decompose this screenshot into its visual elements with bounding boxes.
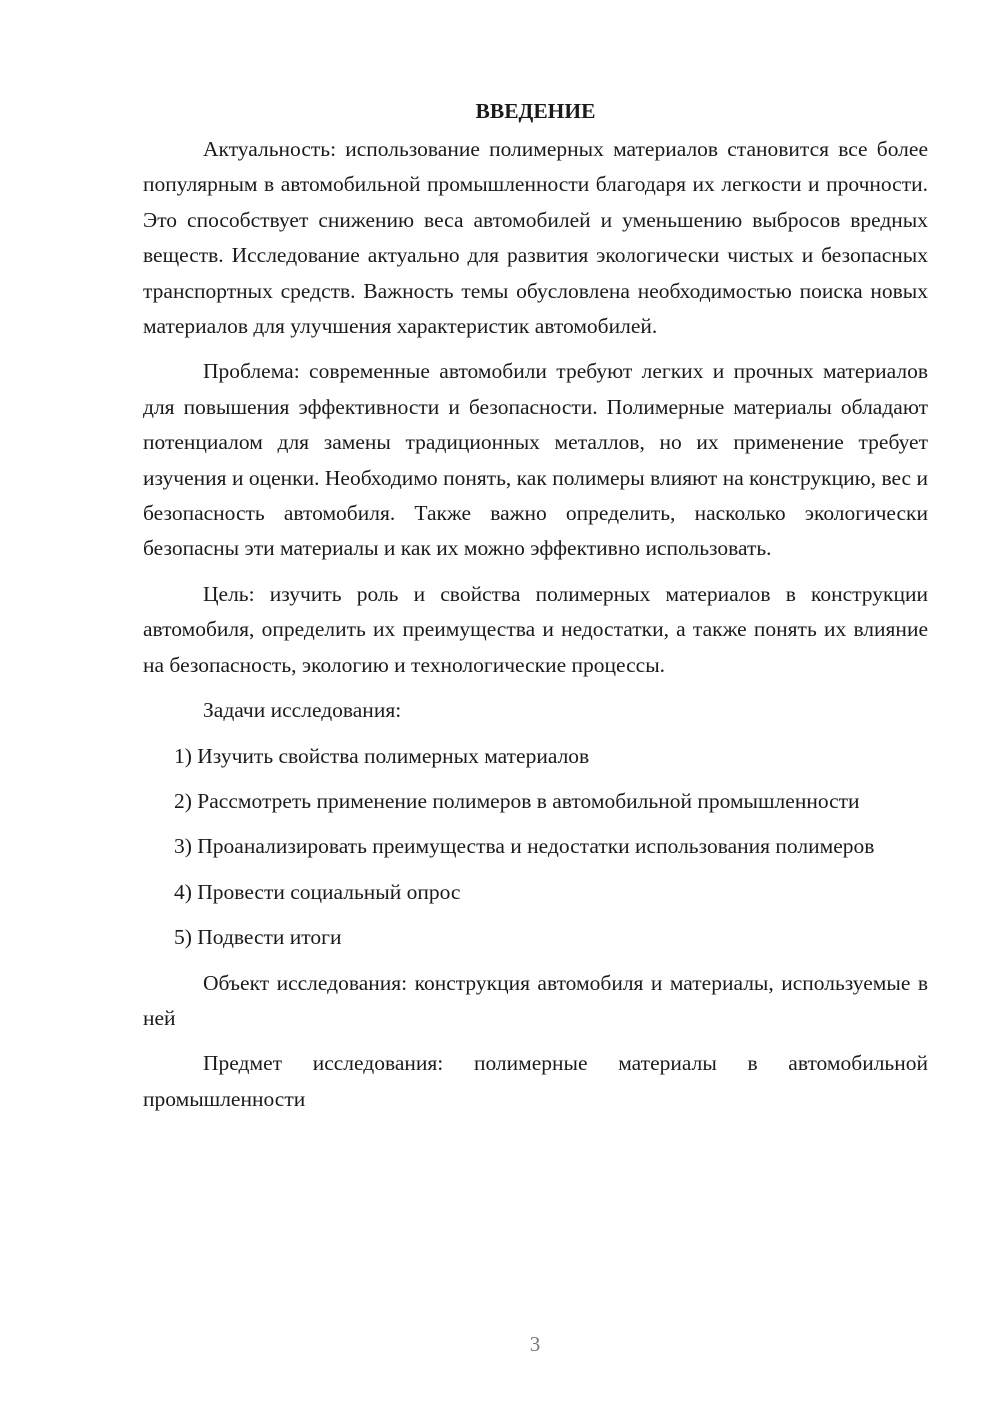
paragraph-problem: Проблема: современные автомобили требуют легких и прочных материалов для повышения эффективности и безопасности. Полимерные материалы обладают потенциалом для замены традиционных металлов, но их применение требует изучения и оценки. Необходимо понять, как полимеры влияют на конструкцию, вес и безопасность автомобиля. Также важно определить, насколько экологически безопасны эти материалы и как их можно эффективно использовать. (143, 359, 928, 561)
paragraph-object: Объект исследования: конструкция автомобиля и материалы, используемые в ней (143, 970, 928, 1030)
task-item: 2) Рассмотреть применение полимеров в автомобильной промышленности (174, 788, 860, 813)
section-heading: ВВЕДЕНИЕ (475, 99, 596, 123)
task-item: 4) Провести социальный опрос (174, 879, 461, 904)
task-item: 1) Изучить свойства полимерных материалов (174, 743, 590, 768)
page-number: 3 (529, 1332, 541, 1356)
paragraph-subject: Предмет исследования: полимерные материалы в автомобильной промышленности (143, 1051, 928, 1111)
paragraph-tasks-intro: Задачи исследования: (203, 698, 402, 723)
task-item: 3) Проанализировать преимущества и недостатки использования полимеров (174, 834, 875, 859)
paragraph-relevance: Актуальность: использование полимерных материалов становится все более популярным в автомобильной промышленности благодаря их легкости и прочности. Это способствует снижению веса автомобилей и уменьшению выбросов вредных веществ. Исследование актуально для развития экологически чистых и безопасных транспортных средств. Важность темы обусловлена необходимостью поиска новых материалов для улучшения характеристик автомобилей. (143, 137, 928, 339)
paragraph-goal: Цель: изучить роль и свойства полимерных материалов в конструкции автомобиля, определить их преимущества и недостатки, а также понять их влияние на безопасность, экологию и технологические процессы. (143, 581, 928, 677)
document-page (143, 95, 928, 1127)
task-item: 5) Подвести итоги (174, 925, 342, 950)
